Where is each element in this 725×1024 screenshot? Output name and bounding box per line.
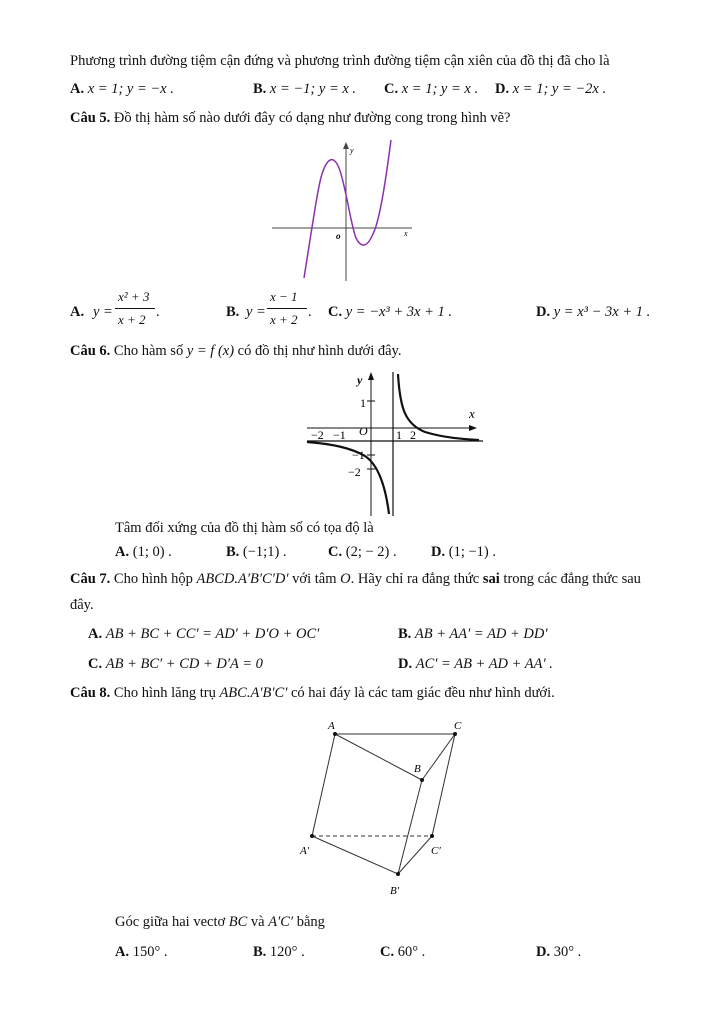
q5-option-a-prefix: y =	[93, 304, 113, 320]
q6-origin-label: O	[359, 424, 368, 438]
q8-vertex-c-prime: C′	[431, 845, 441, 857]
q7-option-d[interactable]: D. AC′ = AB + AD + AA′ .	[398, 656, 553, 672]
q5-x-label: x	[404, 229, 408, 238]
q6-tick-ym2: −2	[348, 465, 361, 479]
question-7-stem: Câu 7. Cho hình hộp ABCD.A′B′C′D′ với tâm O. Hãy chỉ ra đẳng thức sai trong các đẳng thức sau	[70, 571, 641, 587]
q5-y-label: y	[350, 146, 354, 155]
q4-option-d[interactable]: D. x = 1; y = −2x .	[495, 81, 607, 97]
question-5-stem: Câu 5. Đồ thị hàm số nào dưới đây có dạng như đường cong trong hình vẽ?	[70, 110, 511, 126]
q8-vertex-c: C	[454, 720, 462, 732]
q5-option-b-suffix: .	[308, 304, 312, 320]
q6-x-label: x	[469, 406, 475, 421]
q6-tick-x1: 1	[396, 428, 402, 442]
q4-option-a[interactable]: A. x = 1; y = −x .	[70, 81, 174, 97]
q6-hyperbola-graph	[305, 368, 485, 518]
q5-cubic-graph	[270, 138, 420, 283]
q6-tick-xm2: −2	[311, 428, 324, 442]
q6-option-a[interactable]: A. (1; 0) .	[115, 544, 172, 560]
q5-option-a-suffix: .	[156, 304, 160, 320]
question-8-stem: Câu 8. Cho hình lăng trụ ABC.A′B′C′ có hai đáy là các tam giác đều như hình dưới.	[70, 685, 555, 701]
q8-option-c[interactable]: C. 60° .	[380, 944, 426, 960]
q7-option-b[interactable]: B. AB + AA′ = AD + DD′	[398, 626, 548, 642]
q5-option-b-label: B.	[226, 304, 240, 320]
q8-option-b[interactable]: B. 120° .	[253, 944, 305, 960]
q6-subquestion: Tâm đối xứng của đồ thị hàm số có tọa độ là	[115, 520, 374, 536]
question-6-stem: Câu 6. Cho hàm số y = f (x) có đồ thị như hình dưới đây.	[70, 343, 402, 359]
q7-option-c[interactable]: C. AB + BC′ + CD + D′A = 0	[88, 656, 263, 672]
question-7-stem-line2: đây.	[70, 597, 94, 613]
q5-option-b-fraction-bar	[267, 308, 307, 309]
q5-origin-label: o	[336, 231, 341, 241]
q5-option-b-numerator: x − 1	[270, 289, 298, 304]
q4-option-c[interactable]: C. x = 1; y = x .	[384, 81, 479, 97]
q8-vertex-a: A	[328, 720, 335, 732]
q5-option-b-prefix: y =	[246, 304, 266, 320]
q8-vertex-b-prime: B′	[390, 885, 400, 897]
q5-option-a-fraction-bar	[115, 308, 155, 309]
q6-tick-y1: 1	[360, 396, 366, 410]
q6-tick-x2: 2	[410, 428, 416, 442]
q6-tick-xm1: −1	[333, 428, 346, 442]
q5-option-c[interactable]: C. y = −x³ + 3x + 1 .	[328, 304, 453, 320]
q5-option-d[interactable]: D. y = x³ − 3x + 1 .	[536, 304, 651, 320]
q6-y-label: y	[357, 373, 363, 387]
q8-vertex-b: B	[414, 763, 421, 775]
q5-curve	[304, 140, 391, 278]
q5-option-a-denominator: x + 2	[118, 312, 146, 327]
q8-option-d[interactable]: D. 30° .	[536, 944, 582, 960]
q7-option-a[interactable]: A. AB + BC + CC′ = AD′ + D′O + OC′	[88, 626, 320, 642]
q8-prism-figure	[295, 712, 480, 902]
question-4-stem-tail: Phương trình đường tiệm cận đứng và phương trình đường tiệm cận xiên của đồ thị đã cho là	[70, 53, 610, 69]
q6-tick-ym1: −1	[352, 448, 365, 462]
q6-option-b[interactable]: B. (−1;1) .	[226, 544, 287, 560]
q6-option-d[interactable]: D. (1; −1) .	[431, 544, 496, 560]
q5-option-a-numerator: x² + 3	[118, 289, 150, 304]
q5-option-a-label: A.	[70, 304, 85, 320]
q8-subquestion: Góc giữa hai vectơ BC và A′C′ bằng	[115, 914, 325, 930]
q6-option-c[interactable]: C. (2; − 2) .	[328, 544, 397, 560]
q4-option-b[interactable]: B. x = −1; y = x .	[253, 81, 357, 97]
q8-option-a[interactable]: A. 150° .	[115, 944, 168, 960]
q8-vertex-a-prime: A′	[300, 845, 310, 857]
q5-option-b-denominator: x + 2	[270, 312, 298, 327]
